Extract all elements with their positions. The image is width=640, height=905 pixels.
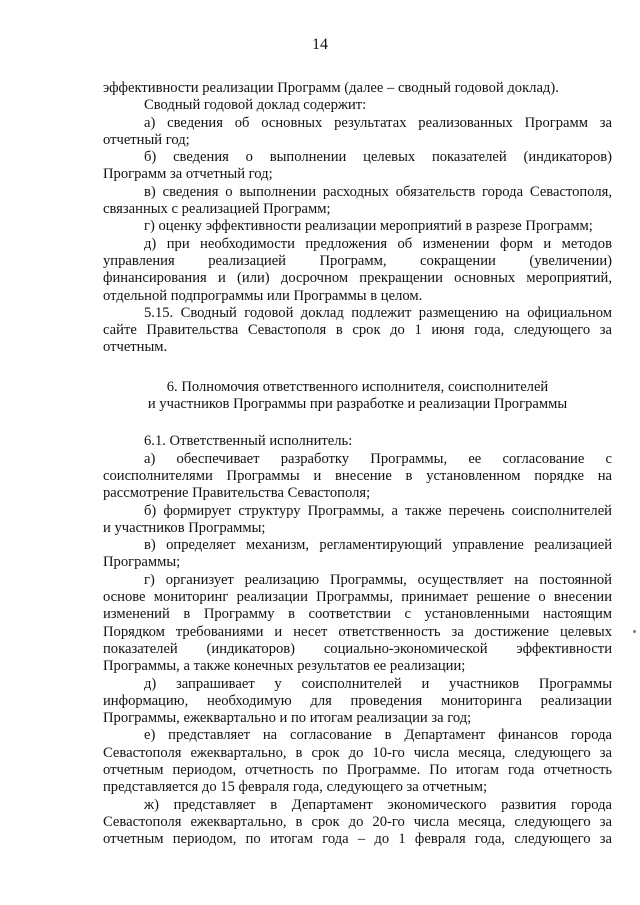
text-line: информацию, необходимую для проведения мониторинга реализации <box>103 692 612 709</box>
text-line: г) оценку эффективности реализации мероприятий в разрезе Программ; <box>144 218 593 235</box>
scan-artifact <box>633 630 636 633</box>
text-line: а) обеспечивает разработку Программы, ее согласование с <box>144 450 612 467</box>
paragraph <box>103 97 612 114</box>
text-line: г) организует реализацию Программы, осуществляет на постоянной <box>144 571 612 588</box>
text-line: Программы; <box>103 554 181 571</box>
text-line: и участников Программы при разработке и реализации Программы <box>147 396 568 413</box>
page-number: 14 <box>312 36 328 53</box>
paragraph <box>103 537 612 572</box>
text-line: в) сведения о выполнении расходных обязательств города Севастополя, <box>144 183 612 200</box>
text-line: и участников Программы; <box>103 519 266 536</box>
paragraph <box>103 80 612 97</box>
text-line: ж) представляет в Департамент экономического развития города <box>144 796 612 813</box>
paragraph <box>103 676 612 728</box>
paragraph <box>103 149 612 184</box>
text-line: связанных с реализацией Программ; <box>103 201 331 218</box>
text-line: е) представляет на согласование в Департамент финансов города <box>144 727 612 744</box>
paragraph <box>103 451 612 503</box>
paragraph <box>103 305 612 357</box>
text-line: сайте Правительства Севастополя в срок до 1 июня года, следующего за <box>103 322 612 339</box>
text-line: 6. Полномочия ответственного исполнителя, соисполнителей <box>166 378 549 395</box>
paragraph <box>103 503 612 538</box>
text-line: отчетным периодом, по итогам года – до 1 февраля года, следующего за <box>103 831 612 848</box>
text-line: эффективности реализации Программ (далее – сводный годовой доклад). <box>103 80 559 96</box>
text-line: б) формирует структуру Программы, а также перечень соисполнителей <box>144 502 612 519</box>
text-line: а) сведения об основных результатах реализованных Программ за <box>144 114 612 131</box>
text-line: в) определяет механизм, регламентирующий управление реализацией <box>144 537 612 554</box>
text-line: д) при необходимости предложения об изменении форм и методов <box>144 235 612 252</box>
text-line: д) запрашивает у соисполнителей и участников Программы <box>144 675 612 692</box>
text-line: финансирования и (или) досрочном прекращении основных мероприятий, <box>103 270 612 287</box>
text-line: отдельной подпрограммы или Программы в целом. <box>103 287 423 304</box>
paragraph <box>103 572 612 676</box>
text-line: рассмотрение Правительства Севастополя; <box>103 485 371 502</box>
text-line: Сводный годовой доклад содержит: <box>144 97 367 114</box>
text-line: отчетный год; <box>103 131 190 148</box>
paragraph <box>103 115 612 150</box>
text-line: Программы, ежеквартально и по итогам реализации за год; <box>103 710 472 727</box>
text-line: 5.15. Сводный годовой доклад подлежит размещению на официальном <box>144 304 612 321</box>
paragraph <box>103 236 612 305</box>
paragraph <box>103 727 612 796</box>
text-line: 6.1. Ответственный исполнитель: <box>144 433 353 450</box>
paragraph <box>103 184 612 219</box>
text-line: отчетным периодом, отчетность по Программе. По итогам года отчетность <box>103 761 612 778</box>
document-body <box>103 80 612 848</box>
text-line: Севастополя ежеквартально, в срок до 10-го числа месяца, следующего за <box>103 744 612 761</box>
text-line: изменений в Программу в соответствии с установленными настоящим <box>103 606 612 623</box>
text-line: Порядком требованиями и несет ответственность за достижение целевых <box>103 623 612 640</box>
text-line: представляется до 15 февраля года, следующего за отчетным; <box>103 779 487 796</box>
paragraph <box>103 797 612 849</box>
text-line: основе мониторинг реализации Программы, принимает решение о внесении <box>103 589 612 606</box>
text-line: Программы, а также конечных результатов ее реализации; <box>103 658 466 675</box>
text-line: отчетным. <box>103 339 168 356</box>
paragraph <box>103 433 612 450</box>
text-line: Программ за отчетный год; <box>103 166 273 183</box>
section-heading <box>103 379 612 414</box>
text-line: показателей (индикаторов) социально-экономической эффективности <box>103 640 612 657</box>
paragraph <box>103 218 612 235</box>
text-line: управления реализацией Программ, сокращении (увеличении) <box>103 252 612 269</box>
text-line: соисполнителями Программы и внесение в установленном порядке на <box>103 467 612 484</box>
text-line: б) сведения о выполнении целевых показателей (индикаторов) <box>144 149 612 166</box>
text-line: Севастополя ежеквартально, в срок до 20-го числа месяца, следующего за <box>103 813 612 830</box>
